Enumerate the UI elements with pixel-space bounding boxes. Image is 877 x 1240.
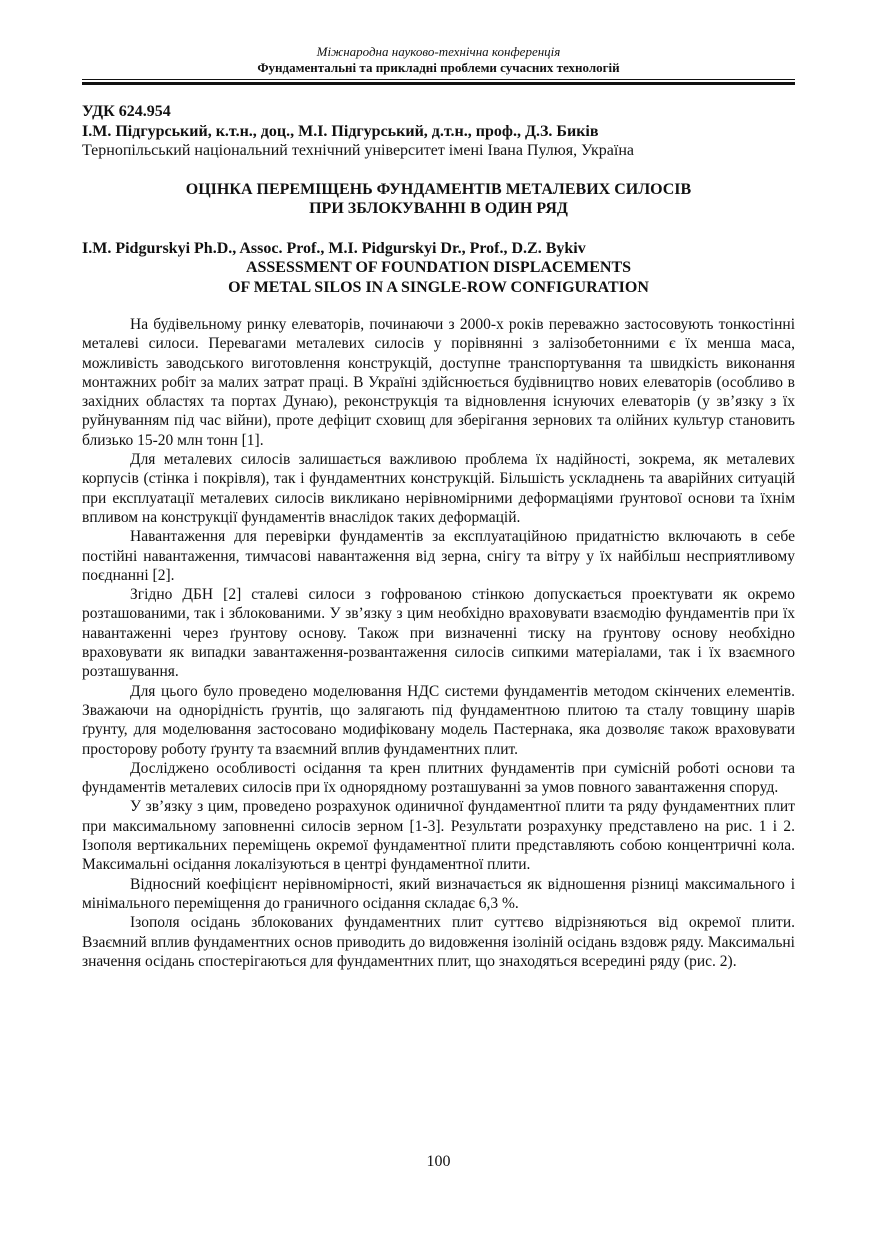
title-en-line: OF METAL SILOS IN A SINGLE-ROW CONFIGURATION (228, 278, 649, 296)
authors-english: I.M. Pidgurskyi Ph.D., Assoc. Prof., M.I. Pidgurskyi Dr., Prof., D.Z. Bykiv (82, 239, 586, 257)
body-paragraph: Досліджено особливості осідання та крен плитних фундаментів при сумісній роботі основи та фундаментів металевих силосів при їх однорядному розташуванні за умов повного завантаження споруд. (82, 759, 795, 797)
title-en-line: ASSESSMENT OF FOUNDATION DISPLACEMENTS (245, 259, 632, 276)
body-paragraph: У зв’язку з цим, проведено розрахунок одиничної фундаментної плити та ряду фундаментних плит при максимальному заповненні силосів зерном [1-3]. Результати розрахунку представлено на рис. 1 і 2. Ізополя вертикальних переміщень окремої фундаментної плити представляють собою концентричні кола. Максимальні осідання локалізуються в центрі фундаментної плити. (82, 798, 795, 874)
paper-front-matter (82, 102, 795, 313)
paper-body (82, 315, 795, 971)
body-paragraph: Відносний коефіцієнт нерівномірності, який визначається як відношення різниці максимального і мінімального переміщення до граничного осідання складає 6,3 %. (82, 875, 795, 912)
body-paragraph: Навантаження для перевірки фундаментів за експлуатаційною придатністю включають в себе постійні навантаження, тимчасові навантаження від зерна, снігу та вітру у їх найбільш несприятливому поєднанні [2]. (82, 528, 795, 584)
authors-ukrainian: І.М. Підгурський, к.т.н., доц., М.І. Підгурський, д.т.н., проф., Д.З. Биків (82, 122, 599, 140)
header-rule-thick (82, 82, 795, 85)
header-rule-thin (82, 79, 795, 80)
english-heading (82, 239, 795, 298)
affiliation: Тернопільський національний технічний університет імені Івана Пулюя, Україна (82, 142, 634, 159)
body-paragraph: На будівельному ринку елеваторів, починаючи з 2000-х років переважно застосовують тонкостінні металеві силоси. Перевагами металевих силосів у порівнянні з залізобетонними є їх менша маса, можливість заводського виготовлення конструкцій, доступне транспортування та швидкість виконання монтажних робіт за малих затрат праці. В Україні здійснюється будівництво нових елеваторів (особливо в західних областях та портах Дунаю), реконструкція та відновлення існуючих елеваторів (у зв’язку з їх руйнуванням під час війни), проте дефіцит сховищ для зберігання зернових та олійних культур становить близько 15-20 млн тонн [1]. (82, 316, 795, 449)
udk-code: УДК 624.954 (82, 103, 171, 120)
title-ua-line: ОЦІНКА ПЕРЕМІЩЕНЬ ФУНДАМЕНТІВ МЕТАЛЕВИХ СИЛОСІВ (185, 180, 692, 198)
conference-name: Міжнародна науково-технічна конференція (316, 44, 561, 59)
title-ukrainian (82, 180, 795, 219)
body-paragraph: Для металевих силосів залишається важливою проблема їх надійності, зокрема, як металевих корпусів (стінка і покрівля), так і фундаментних конструкцій. Більшість ускладнень та аварійних ситуацій при експлуатації металевих силосів викликано нерівномірними деформаціями ґрунтової основи та їхнім впливом на конструкції фундаментів внаслідок таких деформацій. (82, 451, 795, 526)
body-paragraph: Ізополя осідань зблокованих фундаментних плит суттєво відрізняються від окремої плити. Взаємний вплив фундаментних основ приводить до видовження ізоліній осідань вздовж ряду. Максимальні значення осідань спостерігаються для фундаментних плит, що знаходяться всередині ряду (рис. 2). (82, 914, 795, 970)
title-ua-line: ПРИ ЗБЛОКУВАННІ В ОДИН РЯД (309, 200, 568, 217)
body-paragraph: Згідно ДБН [2] сталеві силоси з гофрованою стінкою допускається проектувати як окремо розташованими, так і зблокованими. У зв’язку з цим необхідно враховувати взаємодію фундаментів при їх навантаженні через ґрунтову основу. Також при визначенні тиску на ґрунтову основу необхідно враховувати як випадки завантаження-розвантаження силосів сипкими матеріалами, так і їх взаємного розташування. (82, 586, 795, 681)
conference-title: Фундаментальні та прикладні проблеми сучасних технологій (257, 60, 620, 75)
running-header (82, 44, 795, 76)
body-paragraph: Для цього було проведено моделювання НДС системи фундаментів методом скінчених елементів. Зважаючи на однорідність ґрунтів, що залягають під фундаментною плитою та сталу товщину шарів ґрунту, для моделювання застосовано модифіковану модель Пастернака, яка дозволяє також враховувати просторову роботу ґрунту та взаємний вплив фундаментних плит. (82, 682, 795, 758)
page-number: 100 (426, 1153, 451, 1170)
